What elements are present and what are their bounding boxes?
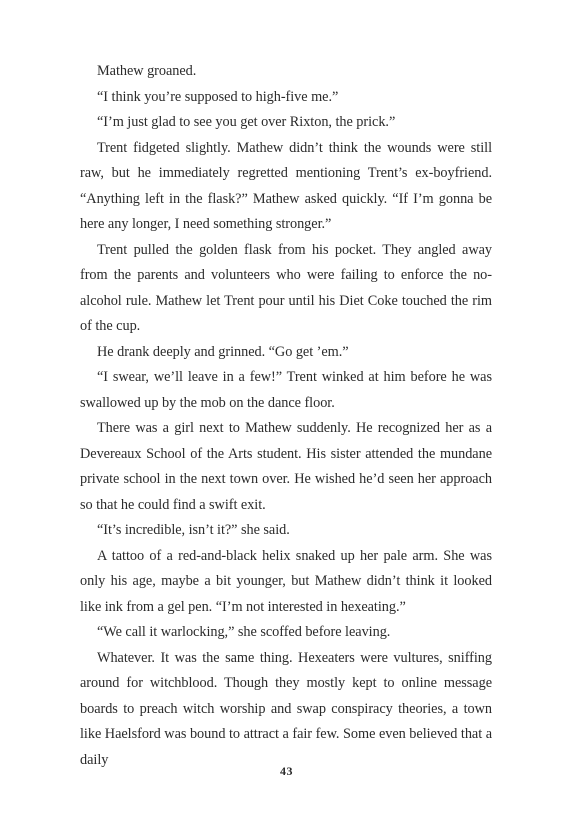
paragraph-5: Trent pulled the golden flask from his pocket. They angled away from the parents and volunteers who were failing to enforce the no-alcohol rule. Mathew let Trent pour until his Diet Coke touched the rim of the cup. [80, 241, 492, 334]
paragraph-8: There was a girl next to Mathew suddenly. He recognized her as a Devereaux School of the Arts student. His sister attended the mundane private school in the next town over. He wished he’d seen her approach so that he could find a swift exit. [80, 420, 492, 513]
paragraph-3: “I’m just glad to see you get over Rixton, the prick.” [97, 114, 396, 130]
paragraph-1: Mathew groaned. [97, 63, 197, 79]
paragraph-7: “I swear, we’ll leave in a few!” Trent winked at him before he was swallowed up by the mob on the dance floor. [80, 369, 492, 411]
paragraph-12: Whatever. It was the same thing. Hexeaters were vultures, sniffing around for witchblood. Though they mostly kept to online message boards to preach witch worship and swap conspiracy theories, a town like Haelsford was bound to attract a fair few. Some even believed that a daily [80, 649, 492, 768]
body-text [80, 59, 492, 773]
paragraph-11: “We call it warlocking,” she scoffed before leaving. [97, 624, 391, 640]
paragraph-2: “I think you’re supposed to high-five me.” [97, 88, 339, 105]
paragraph-9: “It’s incredible, isn’t it?” she said. [97, 522, 290, 538]
page-number: 43 [280, 764, 293, 778]
paragraph-6: He drank deeply and grinned. “Go get ’em.” [97, 343, 349, 360]
paragraph-4: Trent fidgeted slightly. Mathew didn’t think the wounds were still raw, but he immediately regretted mentioning Trent’s ex-boyfriend. “Anything left in the flask?” Mathew asked quickly. “If I’m gonna be here any longer, I need something stronger.” [80, 139, 492, 232]
paragraph-10: A tattoo of a red-and-black helix snaked up her pale arm. She was only his age, maybe a bit younger, but Mathew didn’t think it looked like ink from a gel pen. “I’m not interested in hexeating.” [80, 547, 492, 615]
